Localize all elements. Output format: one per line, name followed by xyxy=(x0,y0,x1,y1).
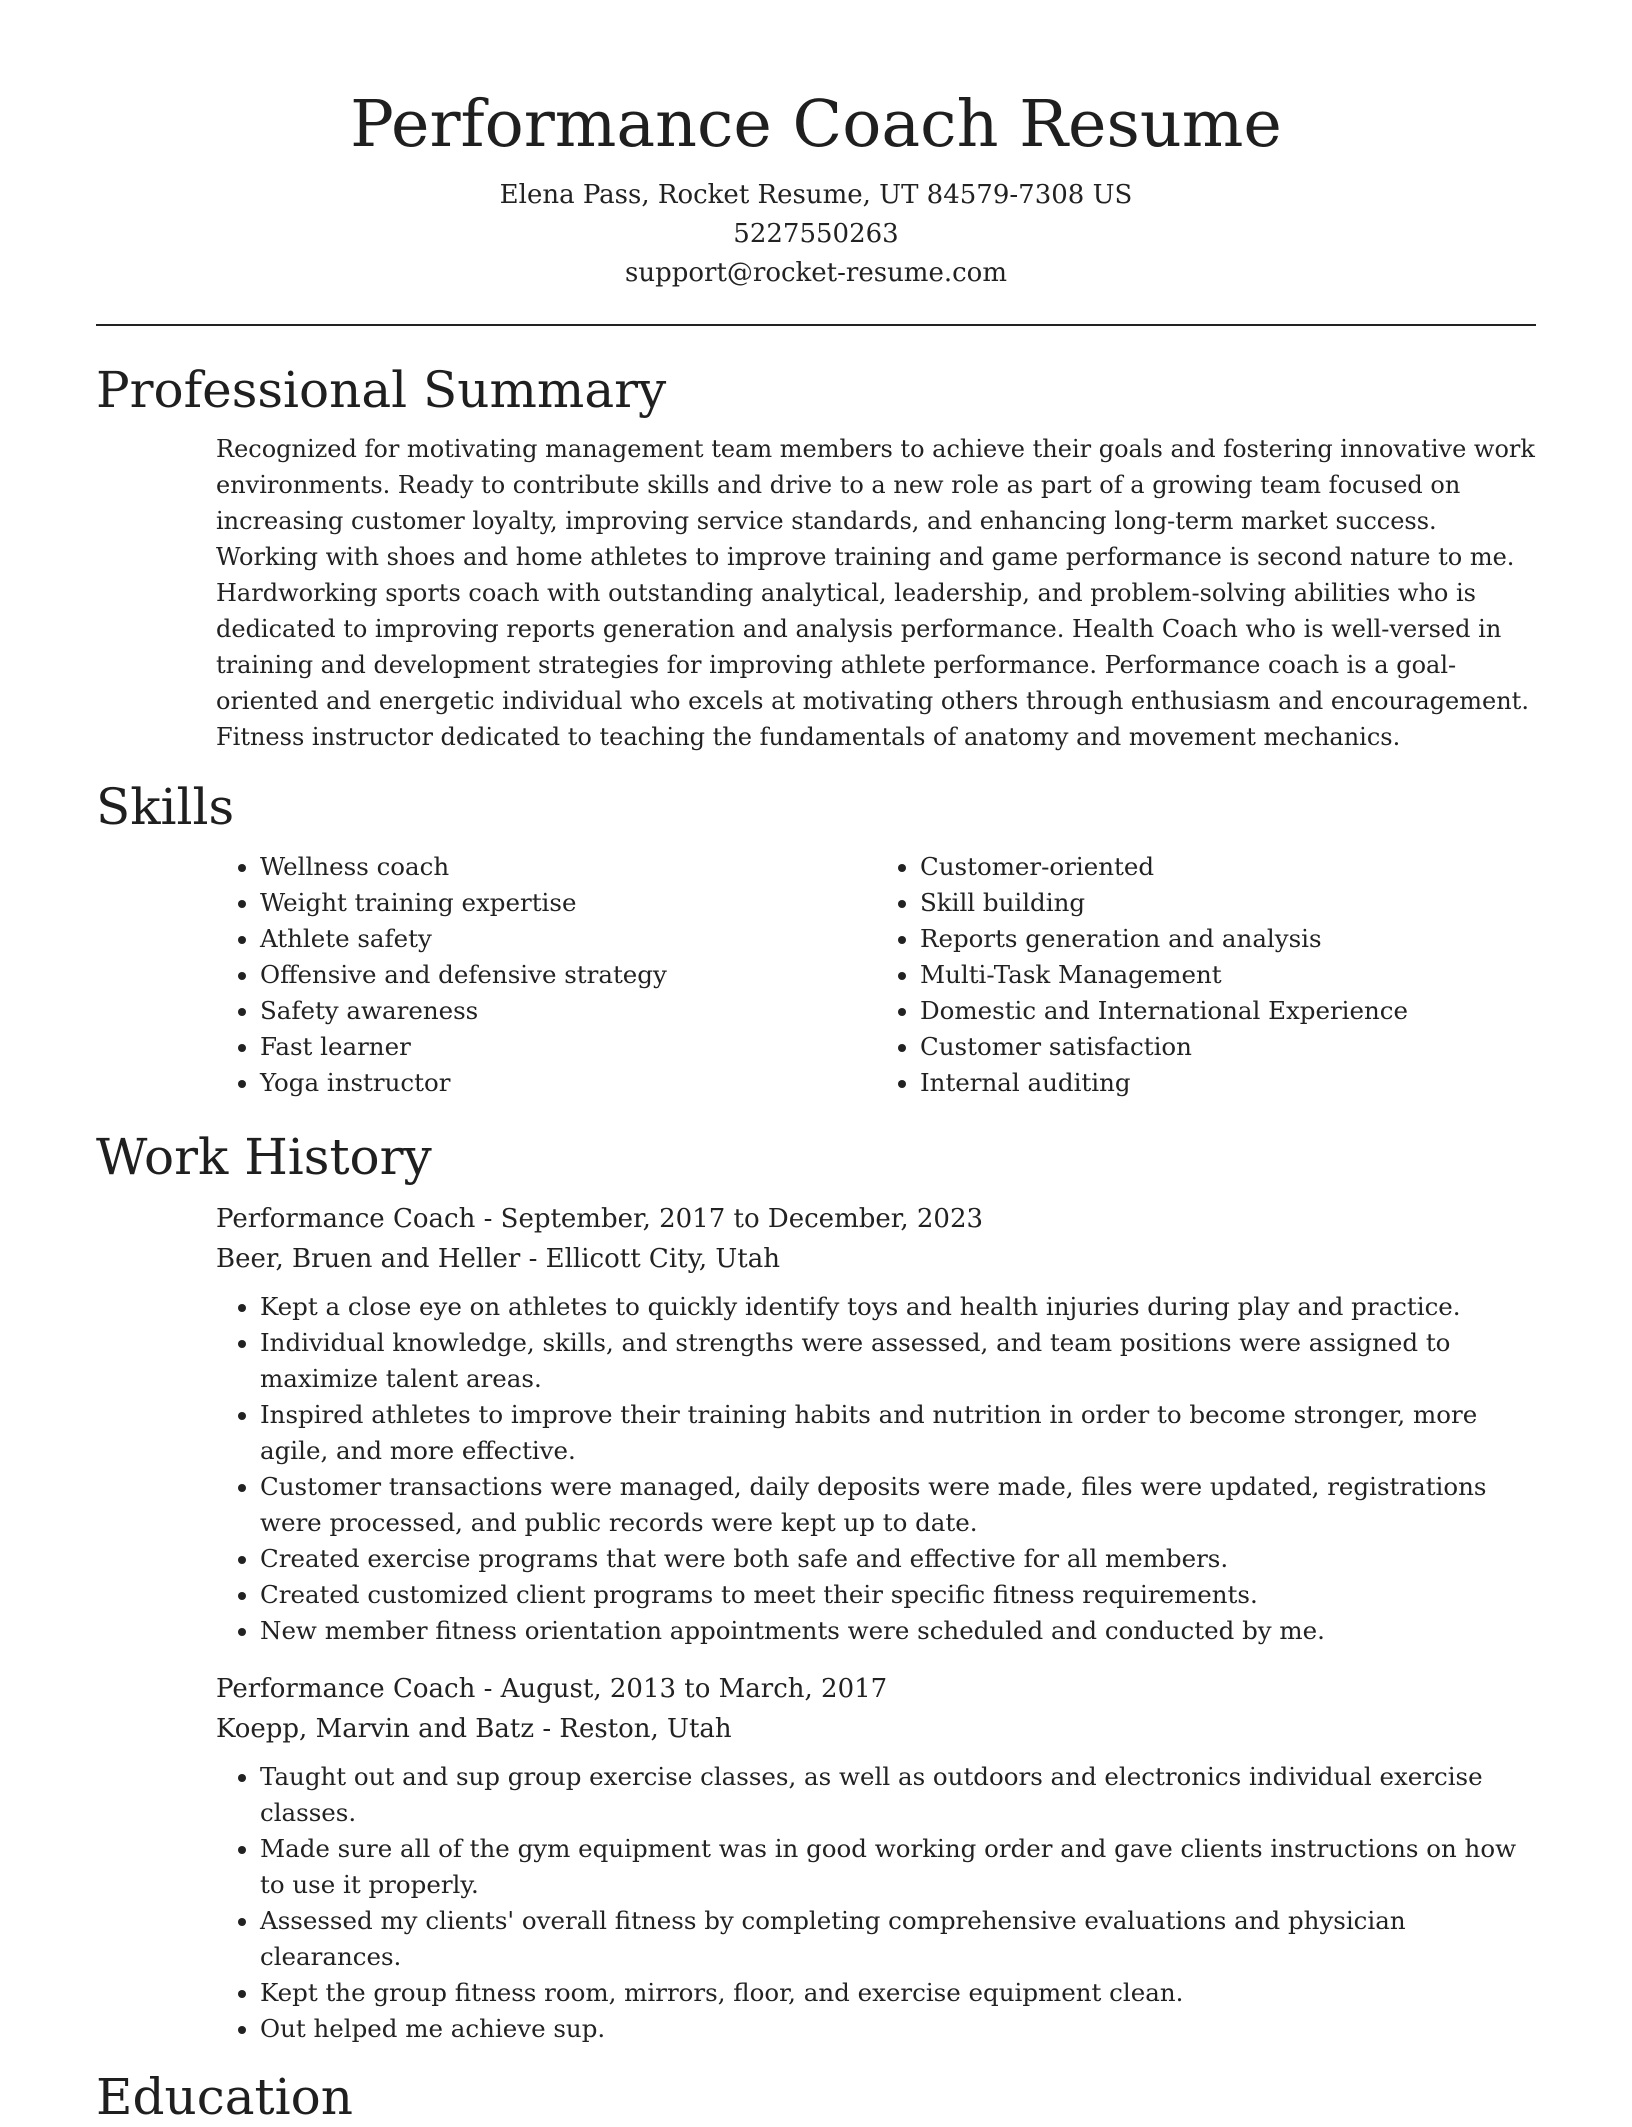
skill-item: • Skill building xyxy=(920,885,1536,921)
resume-title: Performance Coach Resume xyxy=(350,87,1282,162)
skill-item: • Multi-Task Management xyxy=(920,957,1536,993)
skill-item: • Wellness coach xyxy=(260,849,876,885)
skill-item: • Athlete safety xyxy=(260,921,876,957)
job-title-line: Performance Coach - September, 2017 to December, 2023 xyxy=(216,1204,984,1234)
skill-item: • Customer satisfaction xyxy=(920,1029,1536,1065)
skill-item: • Offensive and defensive strategy xyxy=(260,957,876,993)
resume-page xyxy=(96,0,1536,2127)
job-company-line: Beer, Bruen and Heller - Ellicott City, Utah xyxy=(216,1244,780,1274)
job-duty: • Created customized client programs to meet their specific fitness requirements. xyxy=(260,1577,1536,1613)
education-heading: Education xyxy=(96,2068,353,2126)
skills-heading: Skills xyxy=(96,778,235,836)
job-duty: • Customer transactions were managed, daily deposits were made, files were updated, registrations were processed, and public records were kept up to date. xyxy=(260,1469,1536,1541)
header-divider xyxy=(96,324,1536,326)
job-duty: • Individual knowledge, skills, and strengths were assessed, and team positions were assigned to maximize talent areas. xyxy=(260,1325,1536,1397)
summary-heading: Professional Summary xyxy=(96,361,667,419)
contact-phone: 5227550263 xyxy=(733,219,899,249)
skill-item: • Internal auditing xyxy=(920,1065,1536,1101)
skill-item: • Yoga instructor xyxy=(260,1065,876,1101)
job-duty: • Kept the group fitness room, mirrors, floor, and exercise equipment clean. xyxy=(260,1975,1536,2011)
contact-address: Elena Pass, Rocket Resume, UT 84579-7308 US xyxy=(499,180,1133,210)
job-entry xyxy=(216,1669,1536,2047)
job-duties-list xyxy=(216,1289,1536,1649)
skill-item: • Fast learner xyxy=(260,1029,876,1065)
job-duty: • New member fitness orientation appointments were scheduled and conducted by me. xyxy=(260,1613,1536,1649)
job-title-line: Performance Coach - August, 2013 to March, 2017 xyxy=(216,1674,888,1704)
job-duty: • Created exercise programs that were both safe and effective for all members. xyxy=(260,1541,1536,1577)
skills-column-right xyxy=(876,849,1536,1101)
job-duty: • Inspired athletes to improve their training habits and nutrition in order to become stronger, more agile, and more effective. xyxy=(260,1397,1536,1469)
skills-list xyxy=(216,849,1536,1101)
contact-block xyxy=(96,176,1536,293)
summary-text: Recognized for motivating management team members to achieve their goals and fostering innovative work environments. Ready to contribute skills and drive to a new role as part of a growing team focused on increasing customer loyalty, improving service standards, and enhancing long-term market success. Working with shoes and home athletes to improve training and game performance is second nature to me. Hardworking sports coach with outstanding analytical, leadership, and problem-solving abilities who is dedicated to improving reports generation and analysis performance. Health Coach who is well-versed in training and development strategies for improving athlete performance. Performance coach is a goal-oriented and energetic individual who excels at motivating others through enthusiasm and encouragement. Fitness instructor dedicated to teaching the fundamentals of anatomy and movement mechanics. xyxy=(216,435,1535,751)
job-duty: • Kept a close eye on athletes to quickly identify toys and health injuries during play and practice. xyxy=(260,1289,1536,1325)
skills-column-left xyxy=(216,849,876,1101)
job-company-line: Koepp, Marvin and Batz - Reston, Utah xyxy=(216,1714,732,1744)
job-duty: • Assessed my clients' overall fitness by completing comprehensive evaluations and physician clearances. xyxy=(260,1903,1536,1975)
job-duty: • Made sure all of the gym equipment was in good working order and gave clients instructions on how to use it properly. xyxy=(260,1831,1536,1903)
skill-item: • Safety awareness xyxy=(260,993,876,1029)
job-entry xyxy=(216,1199,1536,1649)
skill-item: • Weight training expertise xyxy=(260,885,876,921)
job-duties-list xyxy=(216,1759,1536,2047)
work-history-heading: Work History xyxy=(96,1128,432,1186)
contact-email: support@rocket-resume.com xyxy=(624,258,1007,288)
skill-item: • Customer-oriented xyxy=(920,849,1536,885)
skill-item: • Domestic and International Experience xyxy=(920,993,1536,1029)
job-duty: • Out helped me achieve sup. xyxy=(260,2011,1536,2047)
job-duty: • Taught out and sup group exercise classes, as well as outdoors and electronics individual exercise classes. xyxy=(260,1759,1536,1831)
skill-item: • Reports generation and analysis xyxy=(920,921,1536,957)
